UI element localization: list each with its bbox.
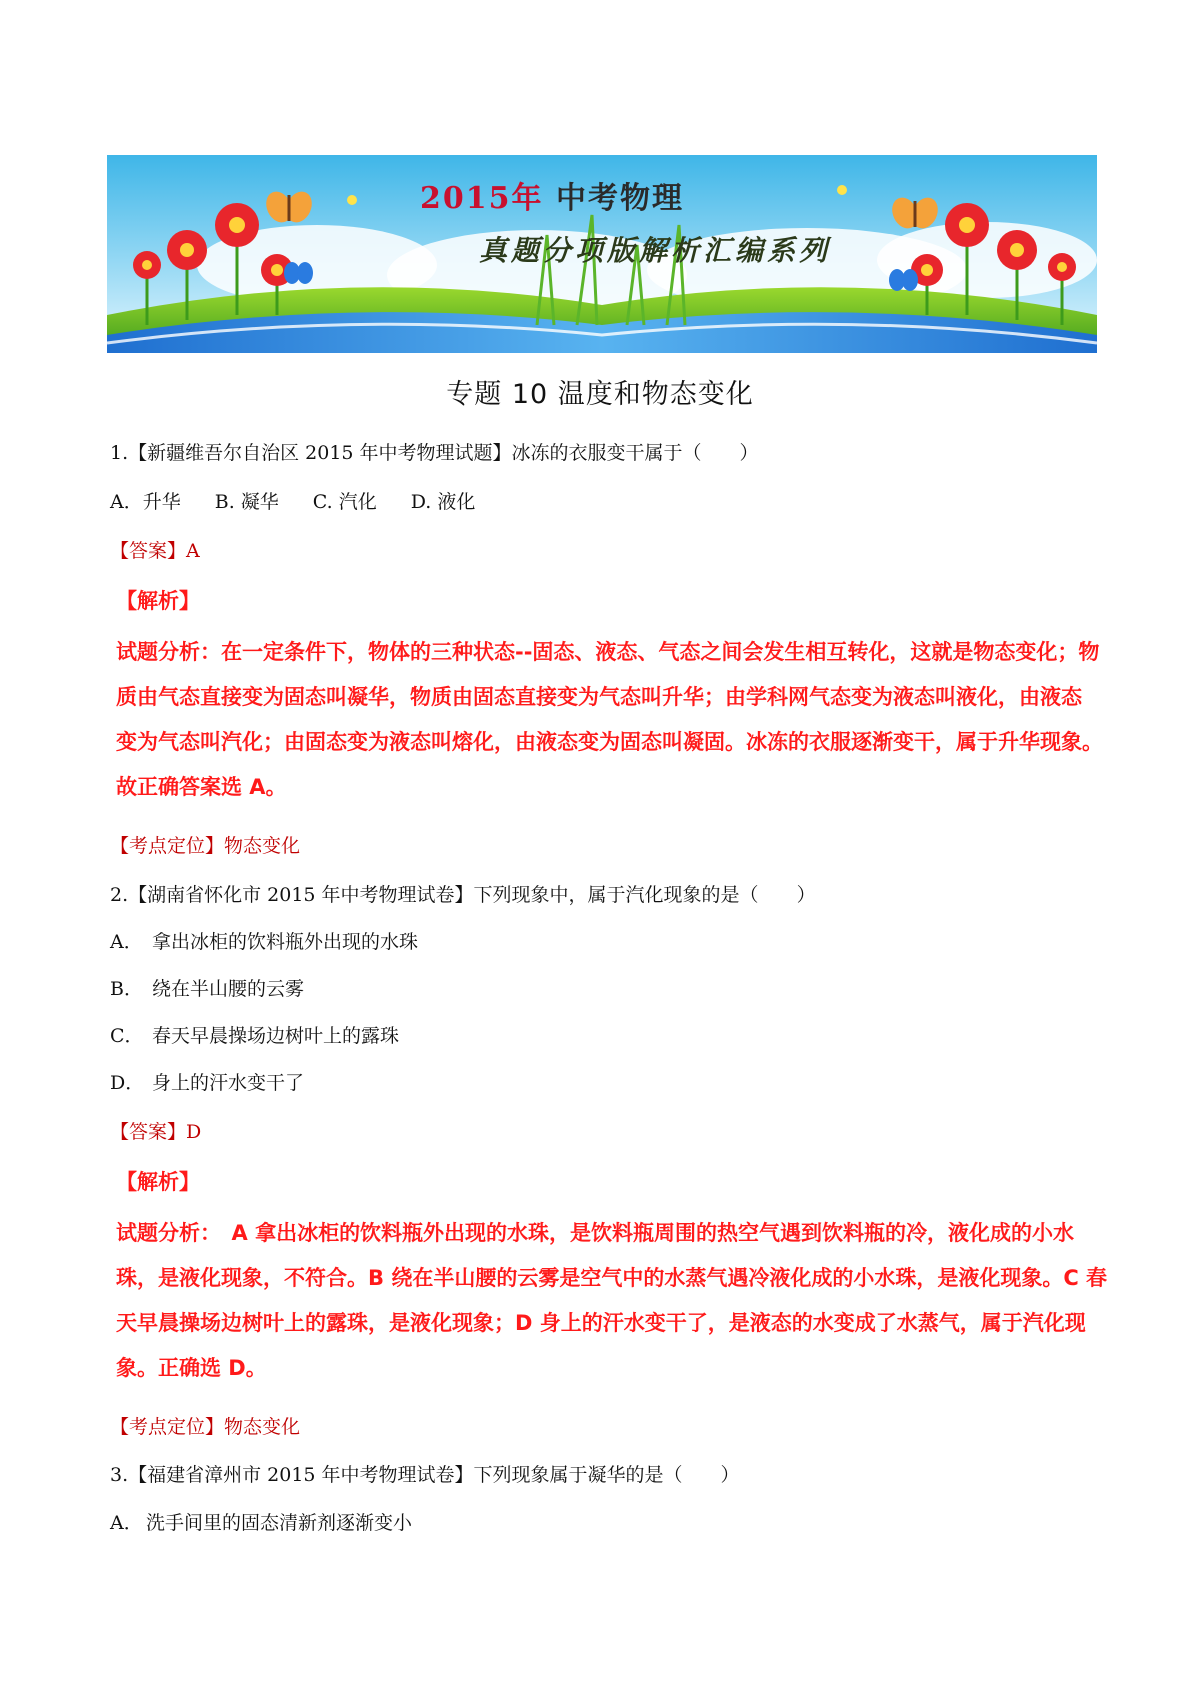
question-1-analysis [116, 630, 1108, 810]
analysis-line: 故正确答案选 A。 [116, 775, 287, 799]
option-label: D． [110, 1072, 145, 1094]
header-banner [107, 155, 1097, 353]
analysis-line: 珠，是液化现象，不符合。B 绕在半山腰的云雾是空气中的水蒸气遇冷液化成的小水珠，是液化现象。C 春 [116, 1266, 1108, 1290]
question-2-option-c [110, 1021, 399, 1048]
option-b: B. 凝华 [214, 491, 279, 513]
option-text: 绕在半山腰的云雾 [152, 978, 305, 1000]
option-a: A．升华 [110, 491, 181, 513]
analysis-line: 试题分析： A 拿出冰柜的饮料瓶外出现的水珠，是饮料瓶周围的热空气遇到饮料瓶的冷，液化成的小水 [116, 1221, 1075, 1245]
question-1-answer: 【答案】A [110, 540, 200, 562]
analysis-line: 天早晨操场边树叶上的露珠，是液化现象；D 身上的汗水变干了，是液态的水变成了水蒸气，属于汽化现 [116, 1311, 1086, 1335]
question-3-option-a [110, 1508, 412, 1535]
option-label: A． [110, 931, 143, 953]
banner-title [420, 173, 684, 217]
analysis-line: 变为气态叫汽化；由固态变为液态叫熔化，由液态变为固态叫凝固。冰冻的衣服逐渐变干，属于升华现象。 [116, 730, 1103, 754]
banner-year: 2015年 [420, 181, 544, 216]
option-label: A． [110, 1512, 143, 1534]
option-text: 春天早晨操场边树叶上的露珠 [152, 1025, 400, 1047]
option-text: 身上的汗水变干了 [152, 1072, 305, 1094]
question-1-stem: 1.【新疆维吾尔自治区 2015 年中考物理试题】冰冻的衣服变干属于（ ） [110, 442, 759, 464]
analysis-line: 试题分析：在一定条件下，物体的三种状态--固态、液态、气态之间会发生相互转化，这就是物态变化；物 [116, 640, 1100, 664]
question-2-option-b [110, 974, 304, 1001]
question-2-analysis-heading: 【解析】 [116, 1170, 200, 1194]
option-label: C． [110, 1025, 144, 1047]
question-2-option-d [110, 1068, 304, 1095]
option-label: B． [110, 978, 143, 1000]
analysis-line: 质由气态直接变为固态叫凝华，物质由固态直接变为气态叫升华；由学科网气态变为液态叫液化，由液态 [116, 685, 1082, 709]
question-2-analysis [116, 1211, 1108, 1391]
option-c: C. 汽化 [312, 491, 377, 513]
banner-title-text: 中考物理 [543, 181, 684, 216]
question-2-knowledge-point: 【考点定位】物态变化 [110, 1416, 301, 1438]
question-1-knowledge-point: 【考点定位】物态变化 [110, 835, 301, 857]
option-text: 拿出冰柜的饮料瓶外出现的水珠 [152, 931, 419, 953]
option-text: 洗手间里的固态清新剂逐渐变小 [146, 1512, 413, 1534]
page-title: 专题 10 温度和物态变化 [446, 379, 754, 410]
question-2-option-a [110, 927, 418, 954]
question-3-stem: 3.【福建省漳州市 2015 年中考物理试卷】下列现象属于凝华的是（ ） [110, 1464, 740, 1486]
question-2-stem: 2.【湖南省怀化市 2015 年中考物理试卷】下列现象中，属于汽化现象的是（ ） [110, 884, 816, 906]
banner-subtitle: 真题分项版解析汇编系列 [479, 234, 832, 267]
option-d: D. 液化 [410, 491, 476, 513]
question-1-options [110, 487, 509, 514]
question-1-analysis-heading: 【解析】 [116, 589, 200, 613]
analysis-line: 象。正确选 D。 [116, 1356, 267, 1380]
question-2-answer: 【答案】D [110, 1121, 202, 1143]
